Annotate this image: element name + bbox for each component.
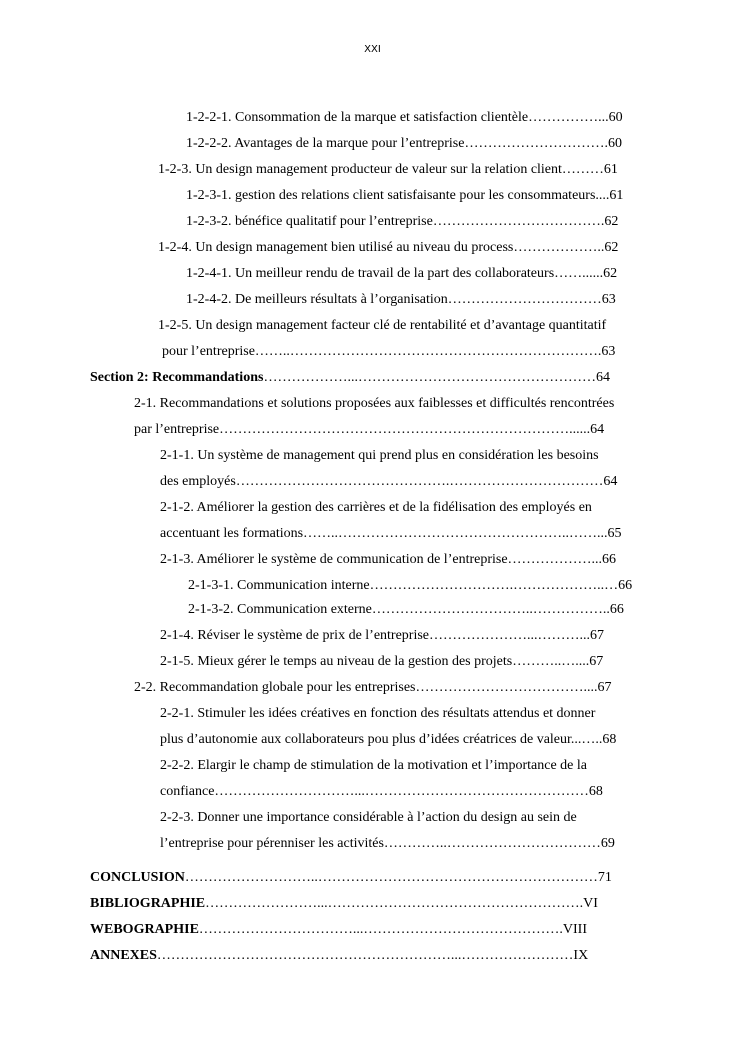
toc-entry: l’entreprise pour pérenniser les activités…………..……………………………69: [160, 836, 615, 851]
toc-bibliographie: [90, 896, 598, 912]
toc-webographie-title: WEBOGRAPHIE: [90, 922, 199, 937]
toc-entry: 1-2-4. Un design management bien utilisé au niveau du process………………..62: [158, 240, 619, 255]
toc-entry: 1-2-2-2. Avantages de la marque pour l’entreprise………………………….60: [186, 136, 622, 151]
toc-entry: 1-2-3-1. gestion des relations client satisfaisante pour les consommateurs....61: [186, 188, 624, 203]
toc-entry: 1-2-3-2. bénéfice qualitatif pour l’entreprise……………………………….62: [186, 214, 619, 229]
toc-entry: 2-2-1. Stimuler les idées créatives en fonction des résultats attendus et donner: [160, 706, 596, 721]
page-number: XXI: [364, 44, 381, 55]
toc-entry: 1-2-4-2. De meilleurs résultats à l’organisation……………………………63: [186, 292, 616, 307]
toc-annexes-title: ANNEXES: [90, 948, 157, 963]
toc-leader: ……………………...……………………………………………….VI: [205, 896, 598, 911]
toc-entry: 2-2-3. Donner une importance considérable à l’action du design au sein de: [160, 810, 577, 825]
toc-entry: 2-1-4. Réviser le système de prix de l’entreprise…………………...………...67: [160, 628, 605, 643]
toc-entry: 2-1-3-1. Communication interne………………………….………………..…66: [188, 578, 633, 593]
toc-conclusion-title: CONCLUSION: [90, 870, 185, 885]
toc-annexes: [90, 948, 588, 964]
toc-entry: confiance…………………………...…………………………………………68: [160, 784, 603, 799]
toc-conclusion: [90, 870, 612, 886]
toc-entry: 2-1. Recommandations et solutions proposées aux faiblesses et difficultés rencontrées: [134, 396, 615, 411]
toc-entry: 2-1-3-2. Communication externe……………………………..……………..66: [188, 602, 624, 617]
toc-entry: plus d’autonomie aux collaborateurs pou plus d’idées créatrices de valeur...…..68: [160, 732, 617, 747]
toc-leader: ……………………………...…………………………………….VIII: [198, 922, 588, 937]
toc-entry: 2-2-2. Elargir le champ de stimulation de la motivation et l’importance de la: [160, 758, 587, 773]
toc-entry: 1-2-4-1. Un meilleur rendu de travail de la part des collaborateurs……......62: [186, 266, 618, 281]
toc-section-2-title: Section 2: Recommandations: [90, 370, 264, 385]
toc-entry: 1-2-2-1. Consommation de la marque et satisfaction clientèle……………...60: [186, 110, 623, 125]
toc-leader: ………………...……………………………………………64: [263, 370, 610, 385]
toc-webographie: [90, 922, 587, 938]
toc-entry: 2-1-5. Mieux gérer le temps au niveau de la gestion des projets………..…....67: [160, 654, 604, 669]
toc-entry: 2-1-2. Améliorer la gestion des carrières et de la fidélisation des employés en: [160, 500, 592, 515]
toc-entry: 2-1-3. Améliorer le système de communication de l’entreprise………………...66: [160, 552, 617, 567]
toc-section-2: [90, 370, 610, 386]
toc-entry: 1-2-3. Un design management producteur de valeur sur la relation client………61: [158, 162, 618, 177]
toc-bibliographie-title: BIBLIOGRAPHIE: [90, 896, 206, 911]
toc-entry: par l’entreprise…………………………………………………………………......64: [134, 422, 605, 437]
toc-entry: 2-1-1. Un système de management qui prend plus en considération les besoins: [160, 448, 599, 463]
toc-entry: accentuant les formations……..…………………………………………..……...65: [160, 526, 622, 541]
toc-entry: des employés……………………………………….……………………………64: [160, 474, 618, 489]
toc-entry: 1-2-5. Un design management facteur clé de rentabilité et d’avantage quantitatif: [158, 318, 607, 333]
toc-entry: pour l’entreprise……..………………………………………………………….63: [162, 344, 616, 359]
toc-leader: ………………………..……………………………………………………71: [184, 870, 612, 885]
toc-leader: ………………………………………………………...……………………IX: [156, 948, 589, 963]
toc-entry: 2-2. Recommandation globale pour les entreprises………………………………....67: [134, 680, 612, 695]
